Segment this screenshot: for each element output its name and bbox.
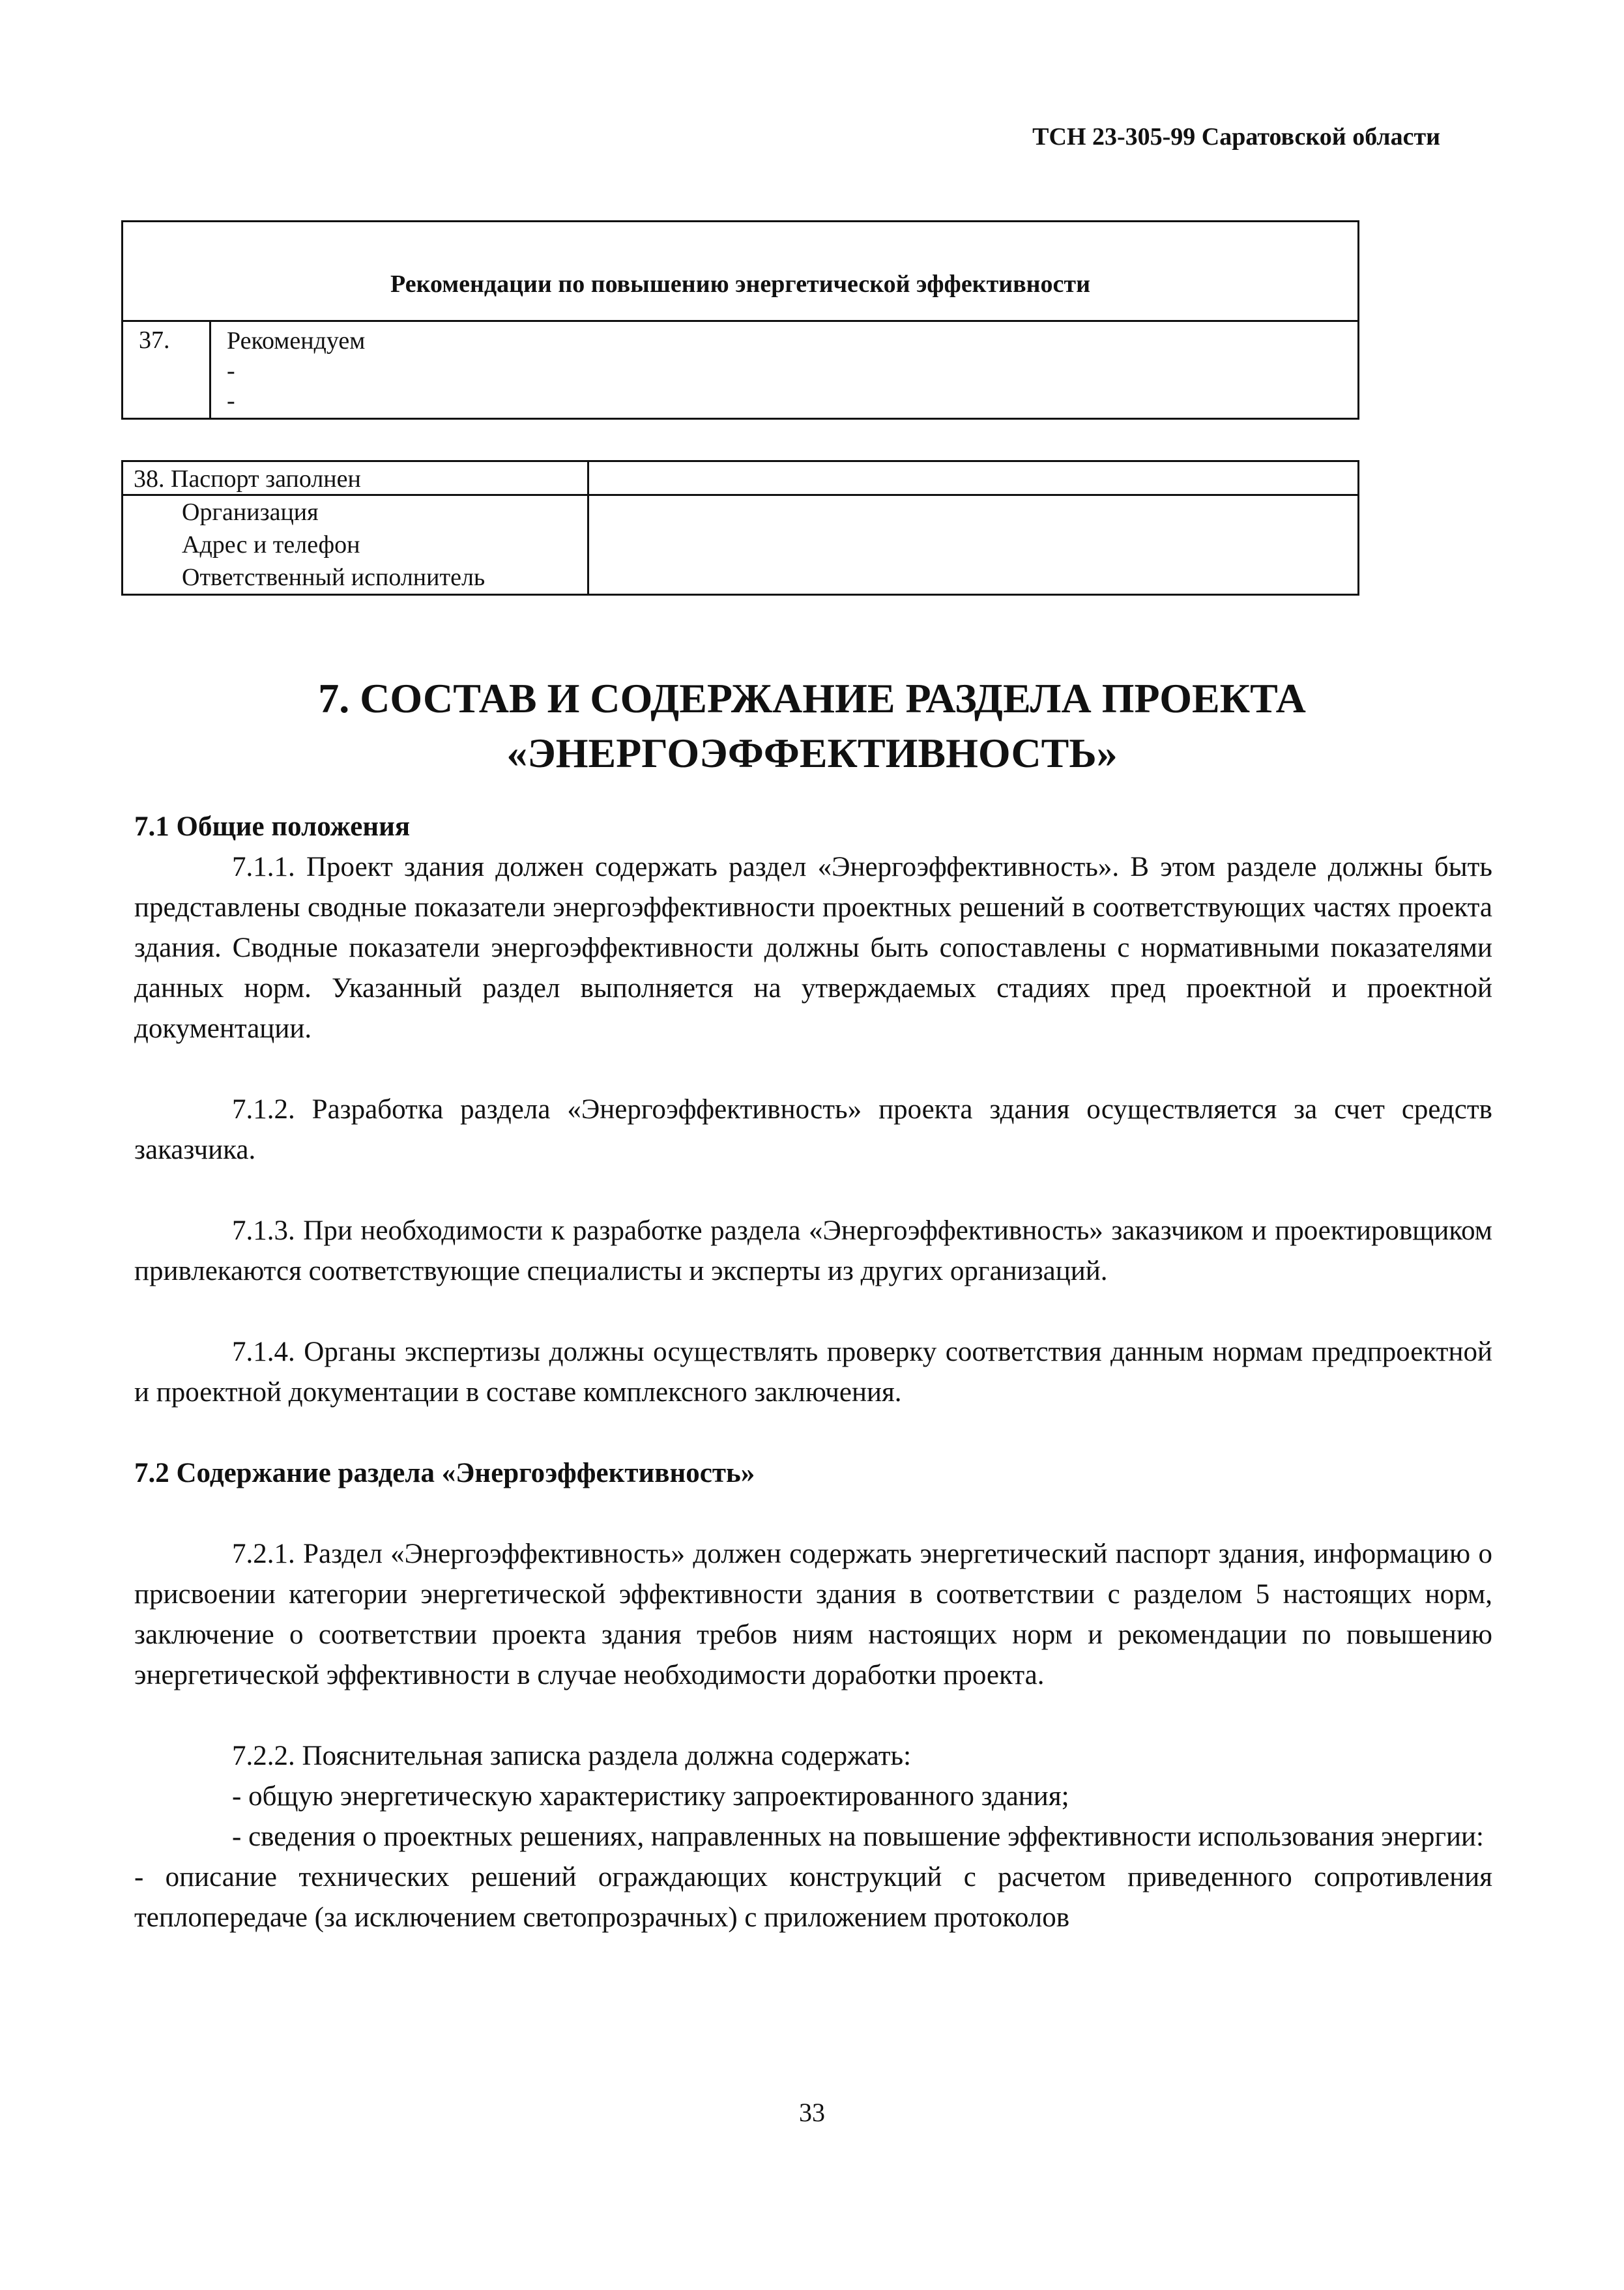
recommendations-title: Рекомендации по повышению энергетической эффективности [390, 270, 1090, 298]
paragraph-text: Проект здания должен содержать раздел «Энергоэффективность». В этом разделе должны быть представлены сводные показатели энергоэффективности проектных решений в соответствующих частях проекта здания. Сводные показатели энергоэффективности должны быть сопоставлены с нормативными показателями данных норм. Указанный раздел выполняется на утверждаемых стадиях пред проектной и проектной документации. [134, 852, 1492, 1044]
recommendation-item: - [227, 357, 235, 384]
paragraph-text: При необходимости к разработке раздела «Энергоэффективность» заказчиком и проектировщиком привлекаются соответствующие специалисты и эксперты из других организаций. [134, 1215, 1492, 1286]
passport-table [121, 460, 1359, 596]
section-title [0, 671, 1624, 781]
section-title-line2: «ЭНЕРГОЭФФЕКТИВНОСТЬ» [506, 730, 1118, 776]
paragraph-number: 7.2.1. [232, 1539, 295, 1569]
recommendations-title-cell [123, 222, 1359, 321]
paragraph-number: 7.1.2. [232, 1094, 295, 1125]
recommendation-item: - [227, 387, 235, 414]
page-number: 33 [799, 2098, 825, 2127]
passport-heading: 38. Паспорт заполнен [134, 465, 361, 493]
paragraph-text: Органы экспертизы должны осуществлять проверку соответствия данным нормам предпроектной и проектной документации в составе комплексного заключения. [134, 1337, 1492, 1408]
subsection-heading-7-2: 7.2 Содержание раздела «Энергоэффективность» [134, 1458, 755, 1488]
passport-heading-value [588, 461, 1359, 495]
recommendations-table [121, 220, 1359, 420]
paragraph-7-2-1 [134, 1534, 1492, 1696]
paragraph-number: 7.1.1. [232, 852, 295, 882]
section-title-line1: 7. СОСТАВ И СОДЕРЖАНИЕ РАЗДЕЛА ПРОЕКТА [318, 675, 1306, 721]
passport-field-responsible: Ответственный исполнитель [182, 564, 486, 591]
paragraph-text: Разработка раздела «Энергоэффективность» проекта здания осуществляется за счет средств заказчика. [134, 1094, 1492, 1165]
paragraph-number: 7.1.3. [232, 1215, 295, 1246]
list-item: - общую энергетическую характеристику запроектированного здания; [232, 1781, 1069, 1812]
body-text [134, 807, 1492, 1938]
paragraph-7-2-2 [134, 1736, 1492, 1776]
passport-fields-cell [123, 495, 588, 595]
paragraph-7-1-3 [134, 1211, 1492, 1292]
paragraph-text: Пояснительная записка раздела должна содержать: [295, 1741, 912, 1771]
paragraph-number: 7.1.4. [232, 1337, 295, 1367]
passport-fields-value [588, 495, 1359, 595]
passport-field-address: Адрес и телефон [182, 531, 360, 558]
paragraph-number: 7.2.2. [232, 1741, 295, 1771]
row-number: 37. [123, 321, 210, 419]
paragraph-7-1-4 [134, 1332, 1492, 1413]
list-item: - сведения о проектных решениях, направленных на повышение эффективности использования энергии: [232, 1821, 1484, 1852]
list-item: - описание технических решений ограждающих конструкций с расчетом приведенного сопротивления теплопередаче (за исключением светопрозрачных) с приложением протоколов [134, 1862, 1492, 1933]
row-label: Рекомендуем [227, 327, 366, 355]
paragraph-7-1-2 [134, 1090, 1492, 1170]
subsection-heading-7-1: 7.1 Общие положения [134, 811, 411, 842]
passport-heading-cell [123, 461, 588, 495]
recommendations-body [210, 321, 1359, 419]
paragraph-7-1-1 [134, 847, 1492, 1049]
paragraph-text: Раздел «Энергоэффективность» должен содержать энергетический паспорт здания, информацию о присвоении категории энергетической эффективности здания в соответствии с разделом 5 настоящих норм, заключение о соответствии проекта здания требов ниям настоящих норм и рекомендации по повышению энергетической эффективности в случае необходимости доработки проекта. [134, 1539, 1492, 1690]
document-reference: ТСН 23-305-99 Саратовской области [1032, 123, 1440, 151]
passport-field-organization: Организация [182, 499, 319, 526]
